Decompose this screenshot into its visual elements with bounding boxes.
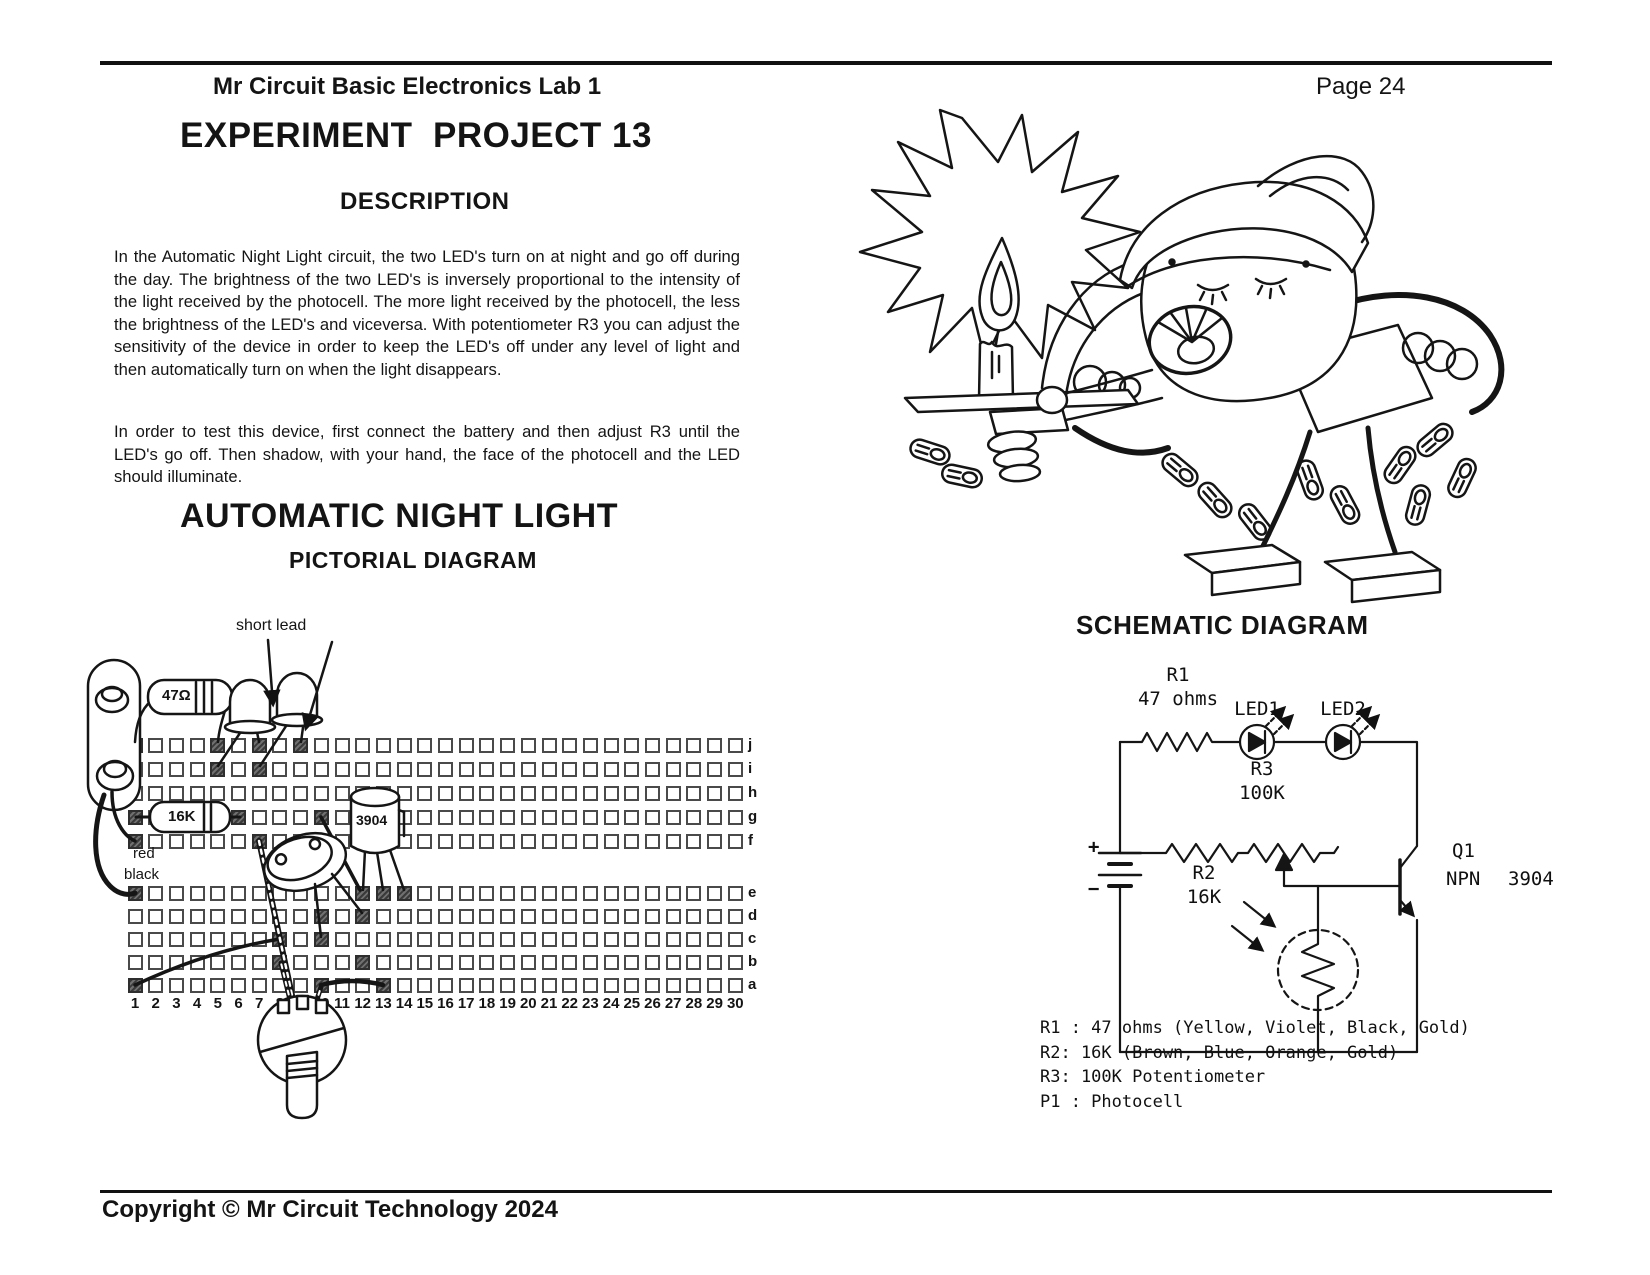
- r2-value-label: 16K: [1186, 886, 1222, 908]
- column-number: 28: [685, 995, 703, 1012]
- row-label: c: [748, 930, 757, 947]
- jumper-wire: [135, 939, 280, 985]
- candle-flame: [979, 238, 1018, 330]
- row-label: j: [748, 736, 753, 753]
- column-number: 11: [334, 995, 350, 1012]
- column-number: 12: [354, 995, 372, 1012]
- battery-minus-label: −: [1088, 878, 1100, 900]
- led1-label: LED1: [1234, 698, 1280, 720]
- potentiometer: [258, 963, 346, 1118]
- q1-name-label: Q1: [1452, 840, 1475, 862]
- resistor-16k-label: 16K: [168, 808, 196, 825]
- schematic-photocell: [1232, 902, 1358, 1010]
- power-cable: [1075, 428, 1168, 453]
- project-title: AUTOMATIC NIGHT LIGHT: [180, 497, 618, 535]
- black-wire-label: black: [124, 866, 160, 883]
- row-label: b: [748, 953, 758, 970]
- r1-value-label: 47 ohms: [1137, 688, 1219, 710]
- column-number: 18: [478, 995, 496, 1012]
- red-wire-label: red: [133, 845, 155, 862]
- column-number: 23: [582, 995, 599, 1012]
- column-number: 20: [519, 995, 537, 1012]
- experiment-title: EXPERIMENT PROJECT 13: [180, 116, 652, 155]
- parts-list-item: P1 : Photocell: [1040, 1091, 1184, 1112]
- photocell-lead: [332, 874, 362, 913]
- row-label: h: [748, 784, 758, 801]
- candle: [979, 342, 1013, 400]
- column-number: 15: [416, 995, 434, 1012]
- parts-list-item: R1 : 47 ohms (Yellow, Violet, Black, Gold): [1040, 1018, 1470, 1038]
- transistor-3904: [351, 788, 404, 890]
- column-number: 27: [664, 995, 682, 1012]
- row-label: e: [748, 884, 757, 901]
- battery-plus-label: +: [1088, 836, 1100, 858]
- transistor-label: 3904: [356, 812, 388, 828]
- description-heading: DESCRIPTION: [340, 188, 510, 215]
- parts-list: [1040, 1016, 1470, 1114]
- schematic-r2-r3: [1120, 844, 1338, 862]
- r3-value-label: 100K: [1239, 782, 1285, 804]
- column-number: 3: [172, 995, 181, 1012]
- jumper-wire: [321, 981, 383, 985]
- parts-list-item: R2: 16K (Brown, Blue, Orange, Gold): [1040, 1042, 1399, 1063]
- q1-part-label: 3904: [1508, 868, 1554, 890]
- brick-slippers: [1185, 545, 1440, 602]
- schematic-battery: [1099, 853, 1141, 886]
- description-paragraph-1: In the Automatic Night Light circuit, the two LED's turn on at night and go off during the day. The brightness of the two LED's is inversely proportional to the intensity of the light received by the photocell. The more light received by the photocell, the less the brightness of the LED's and viceversa. With potentiometer R3 you can adjust the sensitivity of the device in order to keep the LED's off under any level of light and then automatically turn on when the light disappears.: [114, 247, 740, 379]
- page-number: Page 24: [1316, 73, 1406, 100]
- short-lead-label: short lead: [236, 617, 307, 634]
- r2-name-label: R2: [1192, 862, 1216, 884]
- column-number: 26: [644, 995, 661, 1012]
- mascot-cartoon-illustration: [860, 110, 1501, 602]
- column-number: 16: [437, 995, 454, 1012]
- column-number: 24: [602, 995, 620, 1012]
- r3-name-label: R3: [1250, 758, 1274, 780]
- candle-plate: [905, 390, 1138, 412]
- r1-name-label: R1: [1166, 664, 1190, 686]
- row-label: d: [748, 907, 758, 924]
- pictorial-heading: PICTORIAL DIAGRAM: [289, 547, 537, 573]
- column-number: 25: [623, 995, 641, 1012]
- lab-title: Mr Circuit Basic Electronics Lab 1: [213, 73, 602, 100]
- row-label: f: [748, 832, 753, 849]
- column-number: 22: [561, 995, 579, 1012]
- column-number: 17: [457, 995, 475, 1012]
- row-label: i: [748, 760, 753, 777]
- column-number: 6: [234, 995, 243, 1012]
- row-label: a: [748, 976, 757, 993]
- column-number: 30: [726, 995, 744, 1012]
- description-paragraph-2: In order to test this device, first connect the battery and then adjust R3 until the LED's go off. Then shadow, with your hand, the face of the photocell and the LED should illuminate.: [114, 422, 740, 486]
- led2-label: LED2: [1320, 698, 1366, 720]
- column-number: 21: [540, 995, 558, 1012]
- column-number: 19: [499, 995, 516, 1012]
- column-number: 14: [395, 995, 413, 1012]
- column-number: 13: [375, 995, 392, 1012]
- parts-list-item: R3: 100K Potentiometer: [1040, 1067, 1266, 1087]
- copyright-footer: Copyright © Mr Circuit Technology 2024: [102, 1196, 558, 1223]
- schematic-heading: SCHEMATIC DIAGRAM: [1076, 610, 1369, 640]
- column-number: 7: [255, 995, 264, 1012]
- column-number: 1: [130, 995, 140, 1012]
- column-number: 5: [213, 995, 222, 1012]
- column-number: 4: [192, 995, 202, 1012]
- q1-type-label: NPN: [1446, 868, 1481, 890]
- row-label: g: [748, 808, 758, 825]
- schematic-r1: [1120, 733, 1240, 751]
- column-number: 29: [706, 995, 723, 1012]
- photocell-lead: [315, 884, 321, 937]
- column-number: 2: [151, 995, 160, 1012]
- resistor-47-label: 47Ω: [162, 687, 191, 704]
